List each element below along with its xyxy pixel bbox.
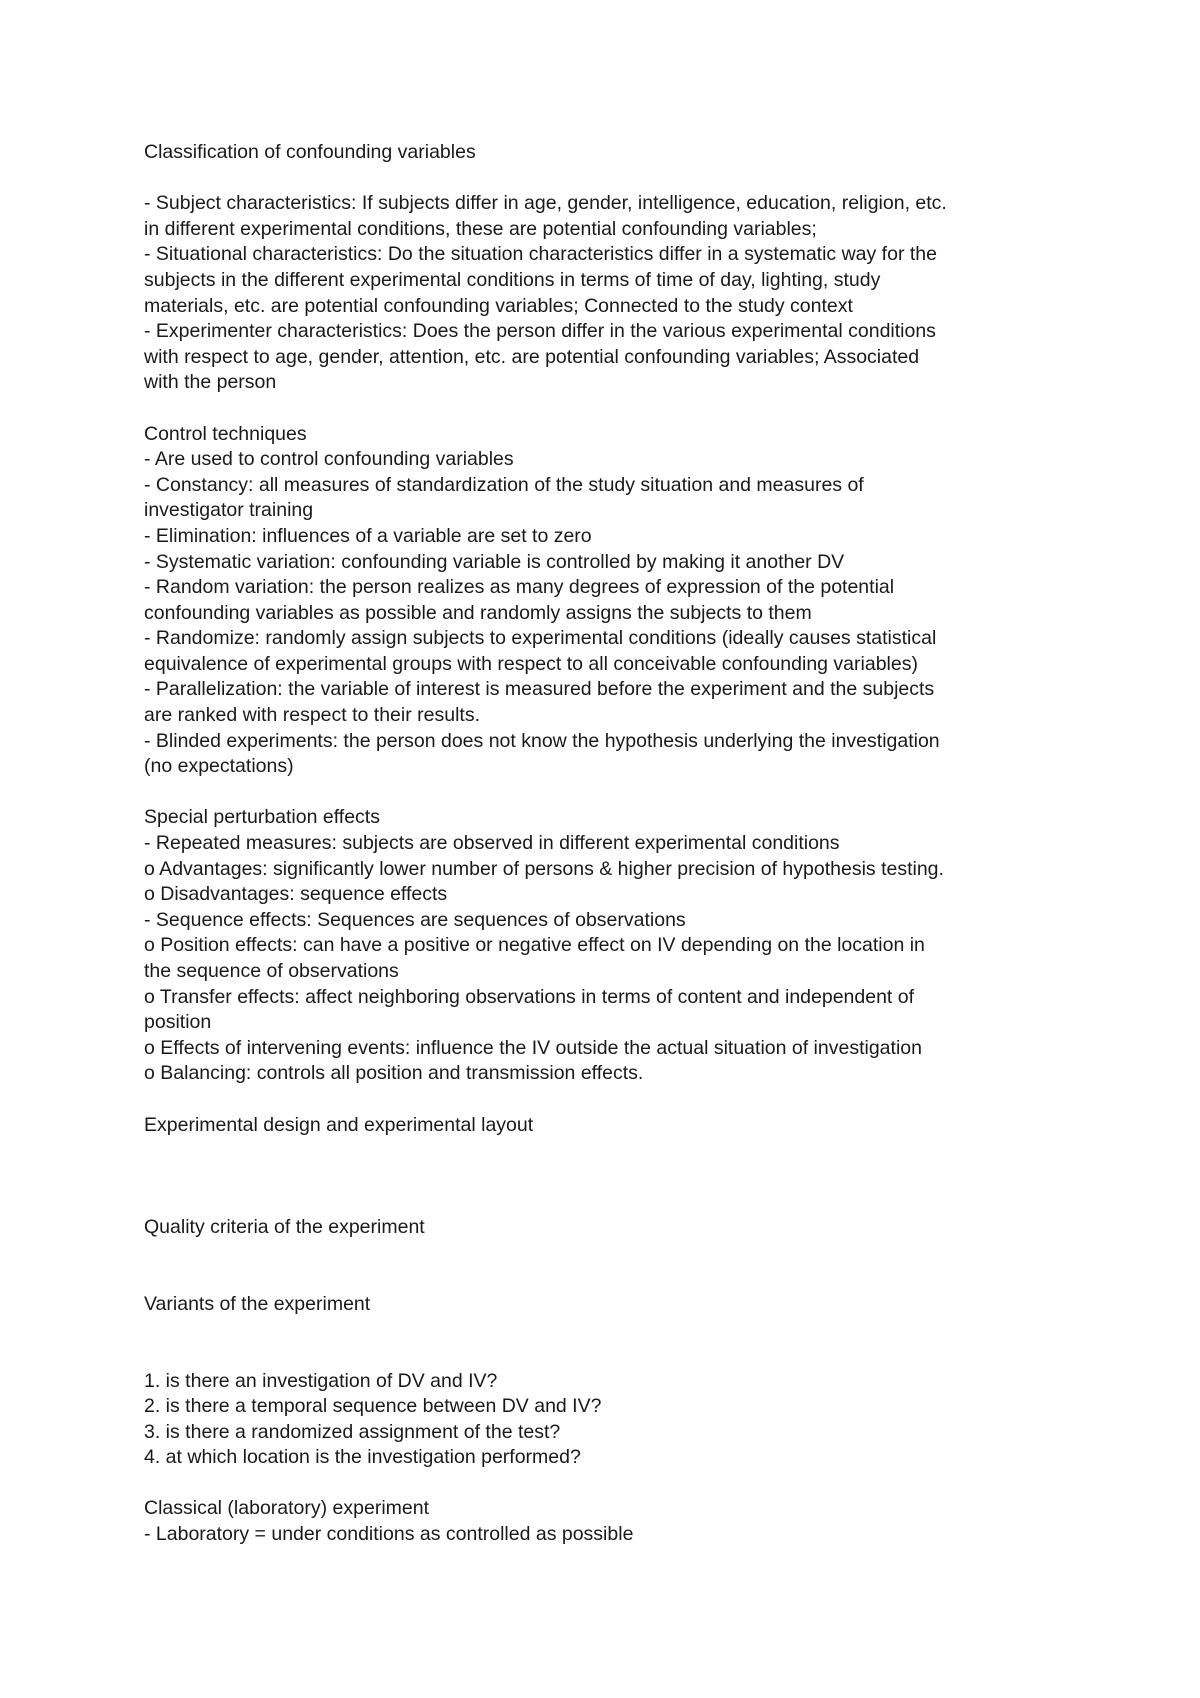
- text-line: 4. at which location is the investigation performed?: [144, 1446, 581, 1469]
- text-line: Control techniques: [144, 422, 307, 445]
- text-line: - Sequence effects: Sequences are sequences of observations: [144, 908, 686, 931]
- text-line: - Systematic variation: confounding variable is controlled by making it another DV: [144, 550, 845, 573]
- text-line: materials, etc. are potential confounding variables; Connected to the study context: [144, 294, 853, 317]
- text-line: - Randomize: randomly assign subjects to experimental conditions (ideally causes statistical: [144, 627, 937, 650]
- text-line: o Transfer effects: affect neighboring observations in terms of content and independent of: [144, 985, 915, 1008]
- text-line: - Blinded experiments: the person does not know the hypothesis underlying the investigation: [144, 729, 940, 752]
- text-line: - Random variation: the person realizes as many degrees of expression of the potential: [144, 576, 895, 599]
- text-line: o Advantages: significantly lower number of persons & higher precision of hypothesis testing.: [144, 857, 944, 880]
- text-line: with respect to age, gender, attention, etc. are potential confounding variables; Associated: [144, 345, 920, 368]
- text-line: investigator training: [144, 499, 314, 522]
- text-line: confounding variables as possible and randomly assigns the subjects to them: [144, 601, 812, 624]
- text-line: o Balancing: controls all position and transmission effects.: [144, 1062, 644, 1085]
- text-line: Special perturbation effects: [144, 806, 380, 829]
- text-line: Classical (laboratory) experiment: [144, 1497, 430, 1520]
- text-line: subjects in the different experimental conditions in terms of time of day, lighting, study: [144, 268, 881, 291]
- blank-line: [144, 1343, 1074, 1369]
- text-line: - Laboratory = under conditions as controlled as possible: [144, 1523, 634, 1546]
- blank-line: [144, 166, 1074, 192]
- text-line: (no expectations): [144, 755, 294, 778]
- blank-line: [144, 396, 1074, 422]
- blank-line: [144, 1087, 1074, 1113]
- text-line: Quality criteria of the experiment: [144, 1215, 425, 1238]
- blank-line: [144, 1317, 1074, 1343]
- text-line: with the person: [144, 371, 277, 394]
- text-line: - Situational characteristics: Do the situation characteristics differ in a systematic way for the: [144, 243, 937, 266]
- document-body: [144, 140, 1074, 1548]
- blank-line: [144, 1471, 1074, 1497]
- text-line: 2. is there a temporal sequence between DV and IV?: [144, 1395, 602, 1418]
- text-line: - Are used to control confounding variables: [144, 448, 514, 471]
- blank-line: [144, 1241, 1074, 1267]
- blank-line: [144, 1138, 1074, 1164]
- text-line: Classification of confounding variables: [144, 141, 476, 163]
- text-line: - Parallelization: the variable of interest is measured before the experiment and the subjects: [144, 678, 935, 701]
- text-line: - Subject characteristics: If subjects differ in age, gender, intelligence, education, religion, etc.: [144, 192, 947, 215]
- text-line: o Effects of intervening events: influence the IV outside the actual situation of investigation: [144, 1036, 922, 1059]
- text-line: - Constancy: all measures of standardization of the study situation and measures of: [144, 473, 864, 496]
- blank-line: [144, 1189, 1074, 1215]
- text-line: - Elimination: influences of a variable are set to zero: [144, 524, 592, 547]
- text-line: equivalence of experimental groups with respect to all conceivable confounding variables): [144, 652, 918, 675]
- blank-line: [144, 1266, 1074, 1292]
- text-line: o Disadvantages: sequence effects: [144, 883, 448, 906]
- text-line: - Experimenter characteristics: Does the person differ in the various experimental conditions: [144, 320, 936, 343]
- text-line: 1. is there an investigation of DV and IV?: [144, 1369, 498, 1392]
- text-line: 3. is there a randomized assignment of the test?: [144, 1420, 561, 1443]
- text-line: o Position effects: can have a positive or negative effect on IV depending on the location in: [144, 934, 925, 957]
- blank-line: [144, 780, 1074, 806]
- text-line: the sequence of observations: [144, 960, 399, 982]
- text-line: are ranked with respect to their results.: [144, 704, 480, 727]
- text-line: - Repeated measures: subjects are observed in different experimental conditions: [144, 832, 840, 855]
- text-line: Experimental design and experimental layout: [144, 1113, 534, 1136]
- text-line: position: [144, 1011, 212, 1034]
- text-line: in different experimental conditions, these are potential confounding variables;: [144, 217, 817, 240]
- text-line: Variants of the experiment: [144, 1292, 371, 1315]
- blank-line: [144, 1164, 1074, 1190]
